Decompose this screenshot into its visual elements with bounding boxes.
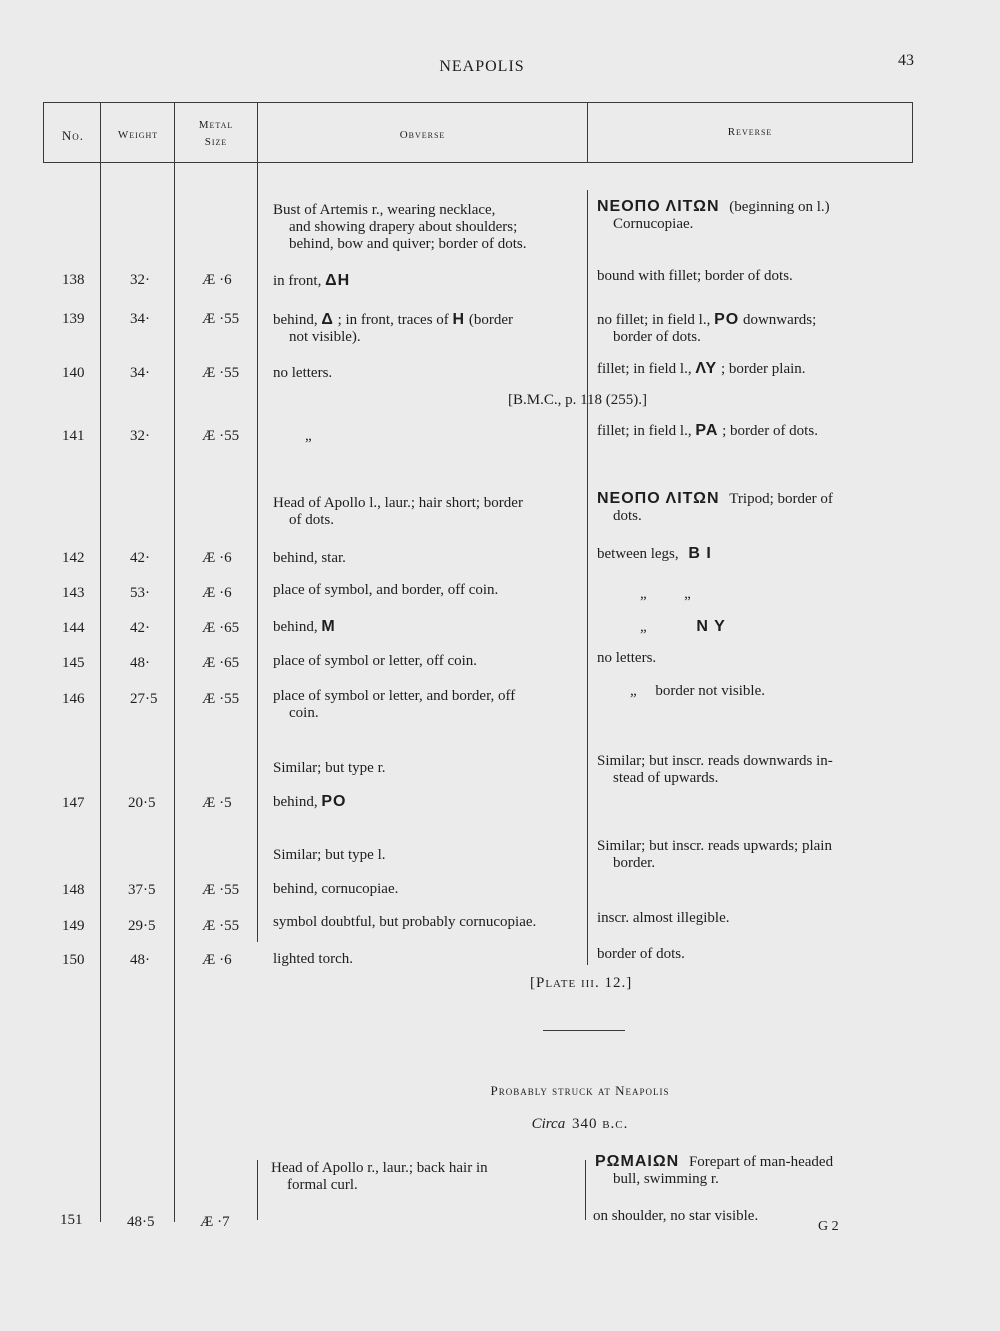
obverse-line: behind, bow and quiver; border of dots. (289, 236, 527, 252)
coin-metal-size: Æ ·6 (202, 585, 232, 601)
coin-metal-size: Æ ·6 (202, 952, 232, 968)
reverse-detail: bound with fillet; border of dots. (597, 268, 793, 284)
reverse-text: fillet; in field l., (597, 423, 692, 439)
obverse-text: behind, (273, 794, 318, 810)
reverse-detail (597, 311, 902, 346)
reverse-text: ; border plain. (720, 361, 806, 377)
greek-letters: ΛΥ (695, 360, 718, 377)
greek-letters: ΡΟ (321, 793, 347, 810)
section-date (480, 1116, 680, 1133)
reverse-line: Cornucopiae. (613, 216, 694, 232)
reverse-detail: no letters. (597, 650, 657, 666)
reverse-detail (597, 545, 712, 563)
greek-letters: Δ (321, 311, 334, 328)
reverse-description (597, 198, 902, 233)
obverse-detail (273, 793, 346, 811)
greek-letters: ΡΑ (695, 422, 719, 439)
coin-weight: 37·5 (128, 882, 156, 898)
coin-metal-size: Æ ·65 (202, 655, 240, 671)
section-divider (543, 1030, 625, 1031)
greek-letters: Η (452, 311, 466, 328)
coin-weight: 32· (130, 272, 150, 288)
coin-weight: 32· (130, 428, 150, 444)
reverse-detail (597, 422, 818, 440)
greek-inscription: ΝΕΟΠΟ ΛΙΤΩΝ (597, 198, 720, 215)
coin-metal-size: Æ ·55 (202, 882, 240, 898)
reverse-detail: „ border not visible. (630, 683, 765, 699)
greek-letters: Β Ι (688, 545, 712, 562)
reverse-text: Tripod; border of (729, 491, 833, 507)
reverse-text: (beginning on l.) (729, 199, 830, 215)
coin-metal-size: Æ ·55 (202, 918, 240, 934)
coin-weight: 48· (130, 952, 150, 968)
bmc-reference (508, 392, 647, 409)
obverse-line: Head of Apollo l., laur.; hair short; border (273, 495, 523, 511)
coin-weight: 20·5 (128, 795, 156, 811)
coin-weight: 34· (130, 365, 150, 381)
greek-letters: Μ (321, 618, 336, 635)
header-obverse: Obverse (399, 129, 446, 141)
coin-number: 147 (62, 795, 85, 811)
obverse-line: not visible). (289, 329, 361, 345)
reverse-description (597, 753, 902, 787)
reverse-description (597, 490, 902, 525)
obverse-detail: behind, cornucopiae. (273, 881, 399, 897)
reverse-line: Similar; but inscr. reads upwards; plain (597, 838, 832, 854)
obverse-line: coin. (289, 705, 319, 721)
coin-weight: 48· (130, 655, 150, 671)
coin-metal-size: Æ ·6 (202, 272, 232, 288)
obverse-text: ; in front, traces of (337, 312, 449, 328)
obverse-line: Bust of Artemis r., wearing necklace, (273, 202, 496, 218)
greek-letters: ΡΟ (714, 311, 740, 328)
plate-reference: [Plate iii. 12.] (530, 975, 633, 991)
column-rule-mid-1 (587, 190, 588, 965)
column-rule-no (100, 102, 101, 1222)
coin-weight: 42· (130, 550, 150, 566)
header-metal: Metal (198, 119, 234, 131)
date-text: 340 b.c. (571, 1116, 629, 1132)
reverse-line: border of dots. (613, 329, 701, 345)
reverse-text: ; border of dots. (722, 423, 818, 439)
header-reverse: Reverse (727, 126, 773, 138)
coin-metal-size: Æ ·55 (202, 365, 240, 381)
header-no: No. (61, 128, 85, 143)
reverse-detail (640, 618, 726, 636)
obverse-detail (273, 311, 583, 346)
reverse-line: border. (613, 855, 656, 871)
coin-weight: 27·5 (130, 691, 158, 707)
reverse-description (595, 1153, 900, 1188)
ditto-mark: „ (640, 619, 647, 635)
coin-number: 149 (62, 918, 85, 934)
reverse-text: fillet; in field l., (597, 361, 692, 377)
coin-number: 148 (62, 882, 85, 898)
reverse-line: stead of upwards. (613, 770, 719, 786)
page-number: 43 (898, 52, 914, 69)
table-right-rule (912, 102, 913, 162)
obverse-text: (border (468, 312, 514, 328)
reverse-text: downwards; (742, 312, 817, 328)
coin-metal-size: Æ ·55 (202, 311, 240, 327)
obverse-line: formal curl. (287, 1177, 358, 1193)
coin-metal-size: Æ ·65 (202, 620, 240, 636)
reverse-line: bull, swimming r. (613, 1171, 719, 1187)
greek-letters: Ν Υ (696, 618, 726, 635)
column-rule-metal-2 (257, 1160, 258, 1220)
obverse-line: Head of Apollo r., laur.; back hair in (271, 1160, 488, 1176)
coin-weight: 53· (130, 585, 150, 601)
obverse-description: Similar; but type l. (273, 847, 386, 863)
reverse-line: dots. (613, 508, 642, 524)
coin-number: 143 (62, 585, 85, 601)
obverse-text: behind, (273, 619, 318, 635)
coin-number: 138 (62, 272, 85, 288)
obverse-detail (273, 618, 336, 636)
column-rule-weight (174, 102, 175, 1222)
obverse-detail (273, 272, 350, 290)
obverse-detail: symbol doubtful, but probably cornucopiae. (273, 914, 537, 930)
greek-letters: ΔΗ (325, 272, 351, 289)
table-left-rule (43, 102, 44, 162)
obverse-line: of dots. (289, 512, 334, 528)
header-size: Size (204, 136, 228, 148)
coin-weight: 42· (130, 620, 150, 636)
coin-number: 139 (62, 311, 85, 327)
obverse-line: place of symbol or letter, and border, off (273, 688, 516, 704)
coin-metal-size: Æ ·5 (202, 795, 232, 811)
coin-metal-size: Æ ·7 (200, 1214, 230, 1230)
ditto-mark: „ (305, 428, 312, 444)
column-rule-metal (257, 102, 258, 942)
obverse-line: and showing drapery about shoulders; (289, 219, 518, 235)
column-rule-obverse (587, 102, 588, 162)
reverse-text: Forepart of man-headed (688, 1154, 834, 1170)
obverse-detail (273, 688, 583, 722)
header-weight: Weight (117, 129, 159, 141)
coin-weight: 29·5 (128, 918, 156, 934)
coin-metal-size: Æ ·6 (202, 550, 232, 566)
ditto-marks: „ „ (640, 586, 691, 602)
coin-metal-size: Æ ·55 (202, 691, 240, 707)
obverse-text: behind, (273, 312, 318, 328)
reverse-description (597, 838, 902, 872)
coin-number: 146 (62, 691, 85, 707)
reverse-text: between legs, (597, 546, 679, 562)
signature-mark: G 2 (818, 1219, 839, 1234)
date-italic: Circa (531, 1116, 566, 1132)
coin-number: 150 (62, 952, 85, 968)
obverse-text: in front, (273, 273, 322, 289)
obverse-description (273, 202, 578, 253)
obverse-detail: behind, star. (273, 550, 346, 566)
reference-text: [B.M.C., p. 118 (255).] (508, 392, 648, 408)
obverse-detail: lighted torch. (273, 951, 353, 967)
coin-number: 140 (62, 365, 85, 381)
coin-number: 142 (62, 550, 85, 566)
reverse-detail (597, 360, 806, 378)
coin-weight: 48·5 (127, 1214, 155, 1230)
reverse-detail: border of dots. (597, 946, 685, 962)
obverse-description (273, 495, 583, 529)
obverse-detail: place of symbol or letter, off coin. (273, 653, 478, 669)
reverse-line: Similar; but inscr. reads downwards in- (597, 753, 833, 769)
obverse-detail: place of symbol, and border, off coin. (273, 582, 499, 598)
column-rule-mid-2 (585, 1160, 586, 1220)
coin-weight: 34· (130, 311, 150, 327)
coin-metal-size: Æ ·55 (202, 428, 240, 444)
obverse-detail: no letters. (273, 365, 333, 381)
obverse-description (271, 1160, 576, 1194)
running-title: NEAPOLIS (439, 58, 525, 75)
greek-inscription: ΝΕΟΠΟ ΛΙΤΩΝ (597, 490, 720, 507)
obverse-description: Similar; but type r. (273, 760, 386, 776)
coin-number: 141 (62, 428, 85, 444)
reverse-text: no fillet; in field l., (597, 312, 711, 328)
coin-number: 144 (62, 620, 85, 636)
reverse-detail: inscr. almost illegible. (597, 910, 730, 926)
reverse-detail: on shoulder, no star visible. (593, 1208, 759, 1224)
section-title: Probably struck at Neapolis (490, 1083, 670, 1098)
coin-number: 145 (62, 655, 85, 671)
coin-number: 151 (60, 1212, 83, 1228)
greek-inscription: ΡΩΜΑΙΩΝ (595, 1153, 680, 1170)
